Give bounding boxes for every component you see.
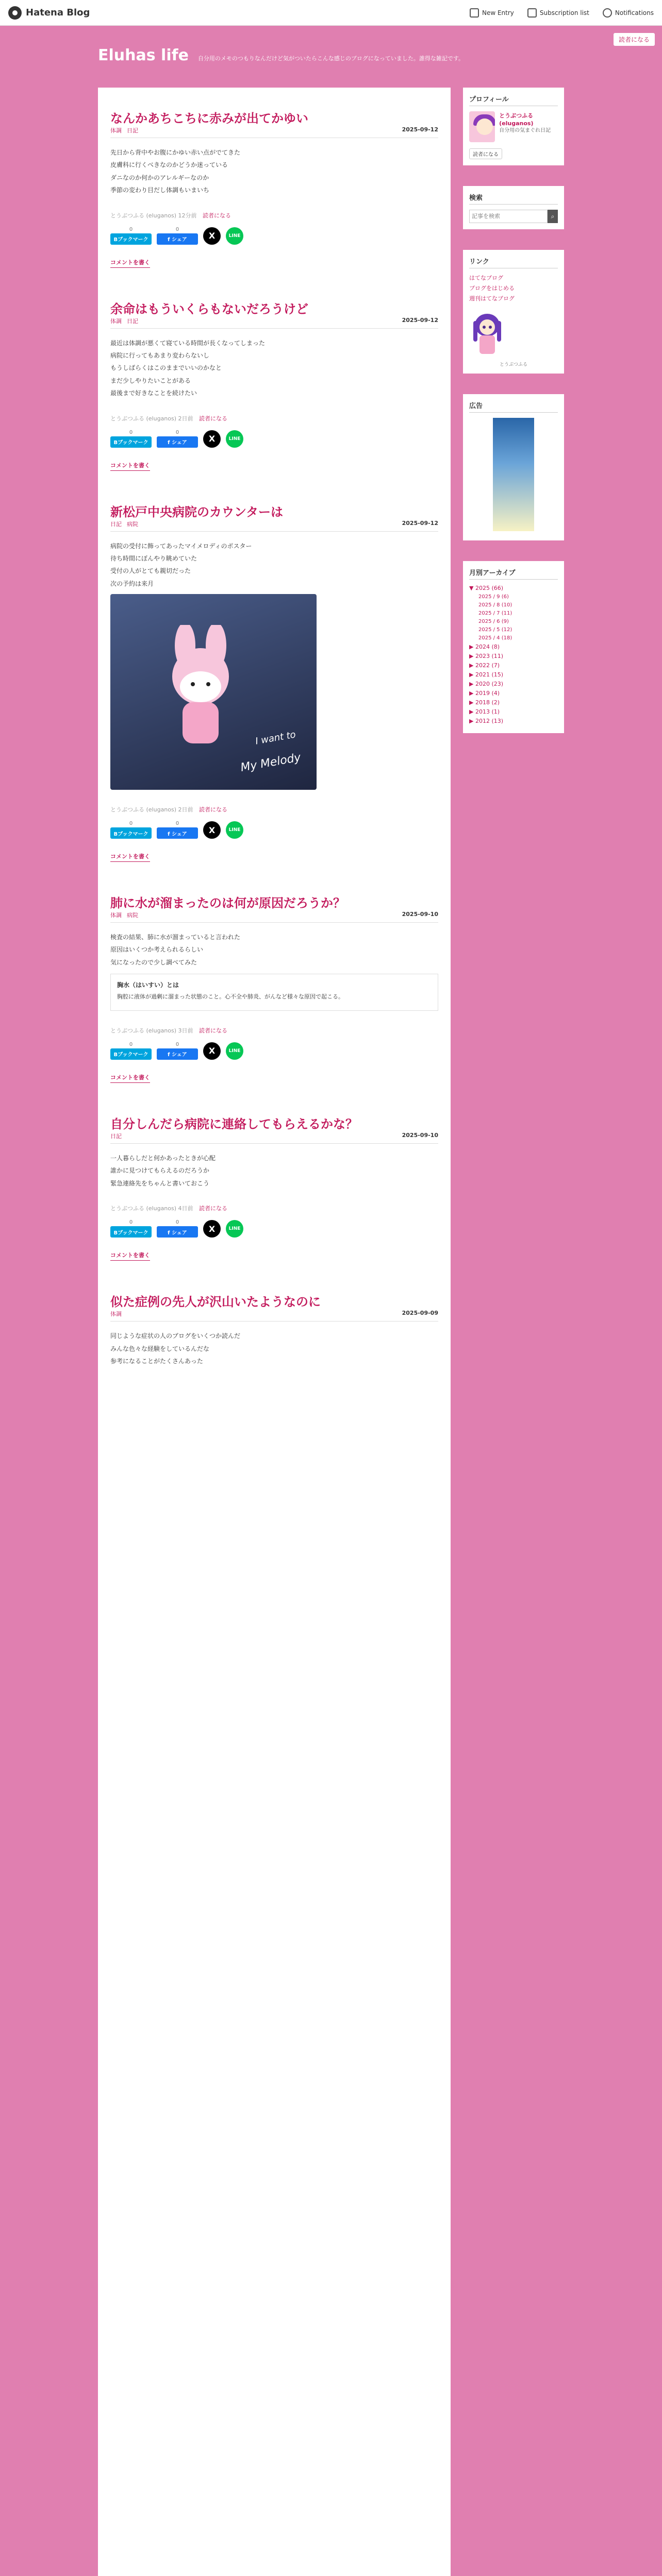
archive-link[interactable]: ▶ 2012 (13) xyxy=(469,718,504,724)
entry-title[interactable]: 似た症例の先人が沢山いたようなのに xyxy=(110,1295,321,1310)
entry-paragraph: 病院の受付に飾ってあったマイメロディのポスター xyxy=(110,542,252,550)
entry-photo[interactable] xyxy=(110,594,317,790)
search-input[interactable] xyxy=(469,210,548,223)
archive-link[interactable]: 2025 / 8 (10) xyxy=(478,602,512,608)
entry-paragraph: 皮膚科に行くべきなのかどうか迷っている xyxy=(110,161,228,169)
x-share-button[interactable] xyxy=(203,227,221,245)
write-comment-link[interactable]: コメントを書く xyxy=(110,461,150,471)
entry-paragraph: 最後まで好きなことを続けたい xyxy=(110,389,197,397)
archive-link[interactable]: ▶ 2013 (1) xyxy=(469,708,500,715)
share-buttons: 0 Bブックマーク 0 f シェア X LINE xyxy=(110,430,438,448)
x-share-button[interactable] xyxy=(203,1220,221,1238)
facebook-share-button[interactable]: f シェア xyxy=(157,436,198,448)
entry-title[interactable]: 自分しんだら病院に連絡してもらえるかな？ xyxy=(110,1116,358,1131)
line-share-button[interactable]: LINE xyxy=(226,430,243,448)
main-content xyxy=(98,88,451,2576)
entry-paragraph: 緊急連絡先をちゃんと書いておこう xyxy=(110,1179,210,1187)
entry-paragraph: 病院に行ってもあまり変わらないし xyxy=(110,351,210,359)
entry-author[interactable]: とうぶつふる (eluganos) 2日前 xyxy=(110,415,193,422)
archive-link[interactable]: ▶ 2020 (23) xyxy=(469,681,504,687)
entry-category[interactable]: 体調 xyxy=(110,317,122,325)
archive-link[interactable]: ▶ 2019 (4) xyxy=(469,690,500,697)
photo-text: I want to xyxy=(254,729,297,747)
hatena-bookmark-button[interactable]: Bブックマーク xyxy=(110,1048,152,1060)
facebook-share-button[interactable]: f シェア xyxy=(157,827,198,839)
follow-link[interactable]: 読者になる xyxy=(199,806,228,814)
line-share-button[interactable]: LINE xyxy=(226,821,243,839)
top-bar xyxy=(0,0,662,26)
x-share-button[interactable] xyxy=(203,430,221,448)
facebook-share-button[interactable]: f シェア xyxy=(157,1048,198,1060)
entry-title[interactable]: 新松戸中央病院のカウンターは xyxy=(110,504,284,519)
profile-name-link[interactable]: とうぶつふる (eluganos) xyxy=(499,112,534,127)
entry-date: 2025-09-10 xyxy=(402,1131,438,1139)
share-buttons: 0 Bブックマーク 0 f シェア X LINE xyxy=(110,1042,438,1060)
search-module: 検索 記事を検索 ⌕ xyxy=(463,186,564,229)
search-button[interactable] xyxy=(548,210,558,223)
follow-blog-button[interactable]: 読者になる xyxy=(614,33,655,46)
entry-paragraph: 受付の人がとても親切だった xyxy=(110,567,191,575)
entry-date: 2025-09-12 xyxy=(402,316,438,324)
entry-paragraph: 季節の変わり目だし体調もいまいち xyxy=(110,187,210,194)
entry-paragraph: ダニなのか何かのアレルギーなのか xyxy=(110,174,209,181)
link-hatena-blog[interactable]: はてなブログ xyxy=(469,275,503,281)
blog-title[interactable]: Eluhas life xyxy=(98,46,189,64)
entry-category[interactable]: 日記 xyxy=(110,520,122,528)
entry-category[interactable]: 日記 xyxy=(127,127,138,134)
entry-category[interactable]: 体調 xyxy=(110,1311,122,1318)
archive-module: 月別アーカイブ ▼ 2025 (66) 2025 / 9 (6) 2025 / 8 (10) 2025 / 7 (11) 2025 / 6 (9) 2025 / 5 (12) 2025 / 4 (18) ▶ 2024 (8) ▶ 2023 (11) ▶ 2022 (7) ▶ 2021 (15) ▶ 2020 (23) ▶ 2019 (4) ▶ 2018 (2) ▶ 2013 (1) ▶ 2012 (13) xyxy=(463,561,564,733)
entry-author[interactable]: とうぶつふる (eluganos) 12分前 xyxy=(110,212,197,219)
sidebar xyxy=(463,88,564,2576)
link-start-blog[interactable]: ブログをはじめる xyxy=(469,285,515,292)
notifications-button[interactable]: Notifications xyxy=(603,8,654,18)
entry-category[interactable]: 体調 xyxy=(110,912,122,919)
ad-banner[interactable] xyxy=(493,418,534,531)
archive-link[interactable]: 2025 / 9 (6) xyxy=(478,594,509,600)
search-icon: ⌕ xyxy=(551,212,555,220)
entry-category[interactable]: 日記 xyxy=(127,317,138,325)
entry-paragraph: 先日から背中やお腹にかゆい赤い点がでてきた xyxy=(110,149,241,156)
line-share-button[interactable]: LINE xyxy=(226,227,243,245)
entry-category[interactable]: 病院 xyxy=(127,520,138,528)
entry-date: 2025-09-12 xyxy=(402,519,438,527)
entry-paragraph: 次の予約は来月 xyxy=(110,580,154,587)
write-comment-link[interactable]: コメントを書く xyxy=(110,1251,150,1261)
x-icon: X xyxy=(208,1046,216,1056)
follow-link[interactable]: 読者になる xyxy=(199,415,228,422)
x-icon: X xyxy=(208,1224,216,1234)
archive-link[interactable]: 2025 / 4 (18) xyxy=(478,635,512,641)
line-share-button[interactable]: LINE xyxy=(226,1220,243,1238)
entry-date: 2025-09-09 xyxy=(402,1310,438,1317)
entry-0 xyxy=(110,108,438,268)
entry-paragraph: 参考になることがたくさんあった xyxy=(110,1357,203,1365)
brand-label: Hatena Blog xyxy=(26,7,90,18)
pencil-icon xyxy=(470,8,479,18)
hatena-bookmark-button[interactable]: Bブックマーク xyxy=(110,827,152,839)
entry-5 xyxy=(110,1292,438,1366)
new-entry-button[interactable]: New Entry xyxy=(470,8,514,18)
list-icon xyxy=(527,8,537,18)
entry-paragraph: 一人暮らしだと何かあったときが心配 xyxy=(110,1154,216,1162)
follow-link[interactable]: 読者になる xyxy=(203,212,231,219)
entry-paragraph: 原因はいくつか考えられるらしい xyxy=(110,946,204,954)
archive-link[interactable]: ▶ 2022 (7) xyxy=(469,662,500,669)
entry-3 xyxy=(110,893,438,1083)
entry-paragraph: まだ少しやりたいことがある xyxy=(110,377,191,384)
ad-module: 広告 xyxy=(463,394,564,540)
hatena-logo-icon xyxy=(8,6,22,20)
entry-title[interactable]: 肺に水が溜まったのは何が原因だろうか？ xyxy=(110,896,345,911)
archive-link[interactable]: ▶ 2023 (11) xyxy=(469,653,504,659)
entry-paragraph: 誰かに見つけてもらえるのだろうか xyxy=(110,1167,210,1175)
x-icon: X xyxy=(208,434,216,444)
entry-paragraph: 気になったので少し調べてみた xyxy=(110,958,197,966)
entry-title[interactable]: 余命はもういくらもないだろうけど xyxy=(110,301,308,316)
archive-link[interactable]: 2025 / 6 (9) xyxy=(478,619,509,624)
write-comment-link[interactable]: コメントを書く xyxy=(110,258,150,268)
character-illustration xyxy=(469,311,505,357)
entry-category[interactable]: 日記 xyxy=(110,1132,122,1140)
hatena-bookmark-button[interactable]: Bブックマーク xyxy=(110,233,152,245)
link-weekly[interactable]: 週刊はてなブログ xyxy=(469,295,515,302)
photo-signature: My Melody xyxy=(239,751,302,775)
entry-category[interactable]: 体調 xyxy=(110,127,122,134)
entry-paragraph: 最近は体調が悪くて寝ている時間が長くなってしまった xyxy=(110,339,266,347)
entry-2 xyxy=(110,502,438,862)
follow-link[interactable]: 読者になる xyxy=(199,1027,228,1034)
archive-link[interactable]: 2025 / 7 (11) xyxy=(478,611,512,616)
entry-date: 2025-09-12 xyxy=(402,126,438,133)
entry-author[interactable]: とうぶつふる (eluganos) 2日前 xyxy=(110,806,193,814)
facebook-share-button[interactable]: f シェア xyxy=(157,233,198,245)
blog-header xyxy=(0,26,662,88)
archive-link[interactable]: ▶ 2024 (8) xyxy=(469,643,500,650)
entry-paragraph: 検査の結果、肺に水が溜まっていると言われた xyxy=(110,934,241,941)
links-module: リンク はてなブログ ブログをはじめる 週刊はてなブログ とうぶつふる xyxy=(463,250,564,374)
entry-paragraph: みんな色々な経験をしているんだな xyxy=(110,1345,210,1352)
bell-icon xyxy=(603,8,612,18)
hatena-logo[interactable] xyxy=(8,6,90,20)
entry-author[interactable]: とうぶつふる (eluganos) 4日前 xyxy=(110,1205,193,1212)
hatena-bookmark-button[interactable]: Bブックマーク xyxy=(110,1226,152,1238)
entry-date: 2025-09-10 xyxy=(402,911,438,918)
entry-title[interactable]: なんかあちこちに赤みが出てかゆい xyxy=(110,111,308,126)
profile-module: プロフィール とうぶつふる (eluganos) 自分用の気まぐれ日記 読者になる xyxy=(463,88,564,165)
archive-link[interactable]: ▶ 2021 (15) xyxy=(469,671,504,678)
entry-paragraph: もうしばらくはこのままでいいのかなと xyxy=(110,364,222,372)
my-melody-illustration xyxy=(162,625,239,749)
x-share-button[interactable] xyxy=(203,1042,221,1060)
share-buttons: 0 Bブックマーク 0 f シェア X LINE xyxy=(110,227,438,245)
entry-1 xyxy=(110,299,438,471)
entry-paragraph: 同じような症状の人のブログをいくつか読んだ xyxy=(110,1332,241,1340)
archive-link[interactable]: 2025 / 5 (12) xyxy=(478,627,512,633)
entry-4 xyxy=(110,1114,438,1261)
entry-quote: 胸水（はいすい）とは 胸腔に液体が過剰に溜まった状態のこと。心不全や肺炎、がんなど様々な原因で起こる。 xyxy=(110,974,438,1011)
share-buttons: 0 Bブックマーク 0 f シェア X LINE xyxy=(110,1219,438,1238)
entry-category[interactable]: 病院 xyxy=(127,912,138,919)
share-buttons: 0 Bブックマーク 0 f シェア X LINE xyxy=(110,821,438,839)
facebook-share-button[interactable]: f シェア xyxy=(157,1226,198,1238)
write-comment-link[interactable]: コメントを書く xyxy=(110,852,150,862)
subscription-list-button[interactable]: Subscription list xyxy=(527,8,589,18)
entry-author[interactable]: とうぶつふる (eluganos) 3日前 xyxy=(110,1027,193,1034)
entry-paragraph: 待ち時間にぼんやり眺めていた xyxy=(110,554,197,562)
blog-description: 自分用のメモのつもりなんだけど気がついたらこんな感じのブログになっていました。誰得な雑記です。 xyxy=(197,55,464,62)
hatena-bookmark-button[interactable]: Bブックマーク xyxy=(110,436,152,448)
line-share-button[interactable]: LINE xyxy=(226,1042,243,1060)
archive-link[interactable]: ▶ 2018 (2) xyxy=(469,699,500,706)
x-icon: X xyxy=(208,825,216,835)
x-icon: X xyxy=(208,231,216,241)
write-comment-link[interactable]: コメントを書く xyxy=(110,1073,150,1083)
avatar[interactable] xyxy=(469,111,495,142)
follow-link[interactable]: 読者になる xyxy=(199,1205,228,1212)
archive-link[interactable]: ▼ 2025 (66) xyxy=(469,585,504,591)
profile-follow-button[interactable]: 読者になる xyxy=(469,148,502,159)
x-share-button[interactable] xyxy=(203,821,221,839)
